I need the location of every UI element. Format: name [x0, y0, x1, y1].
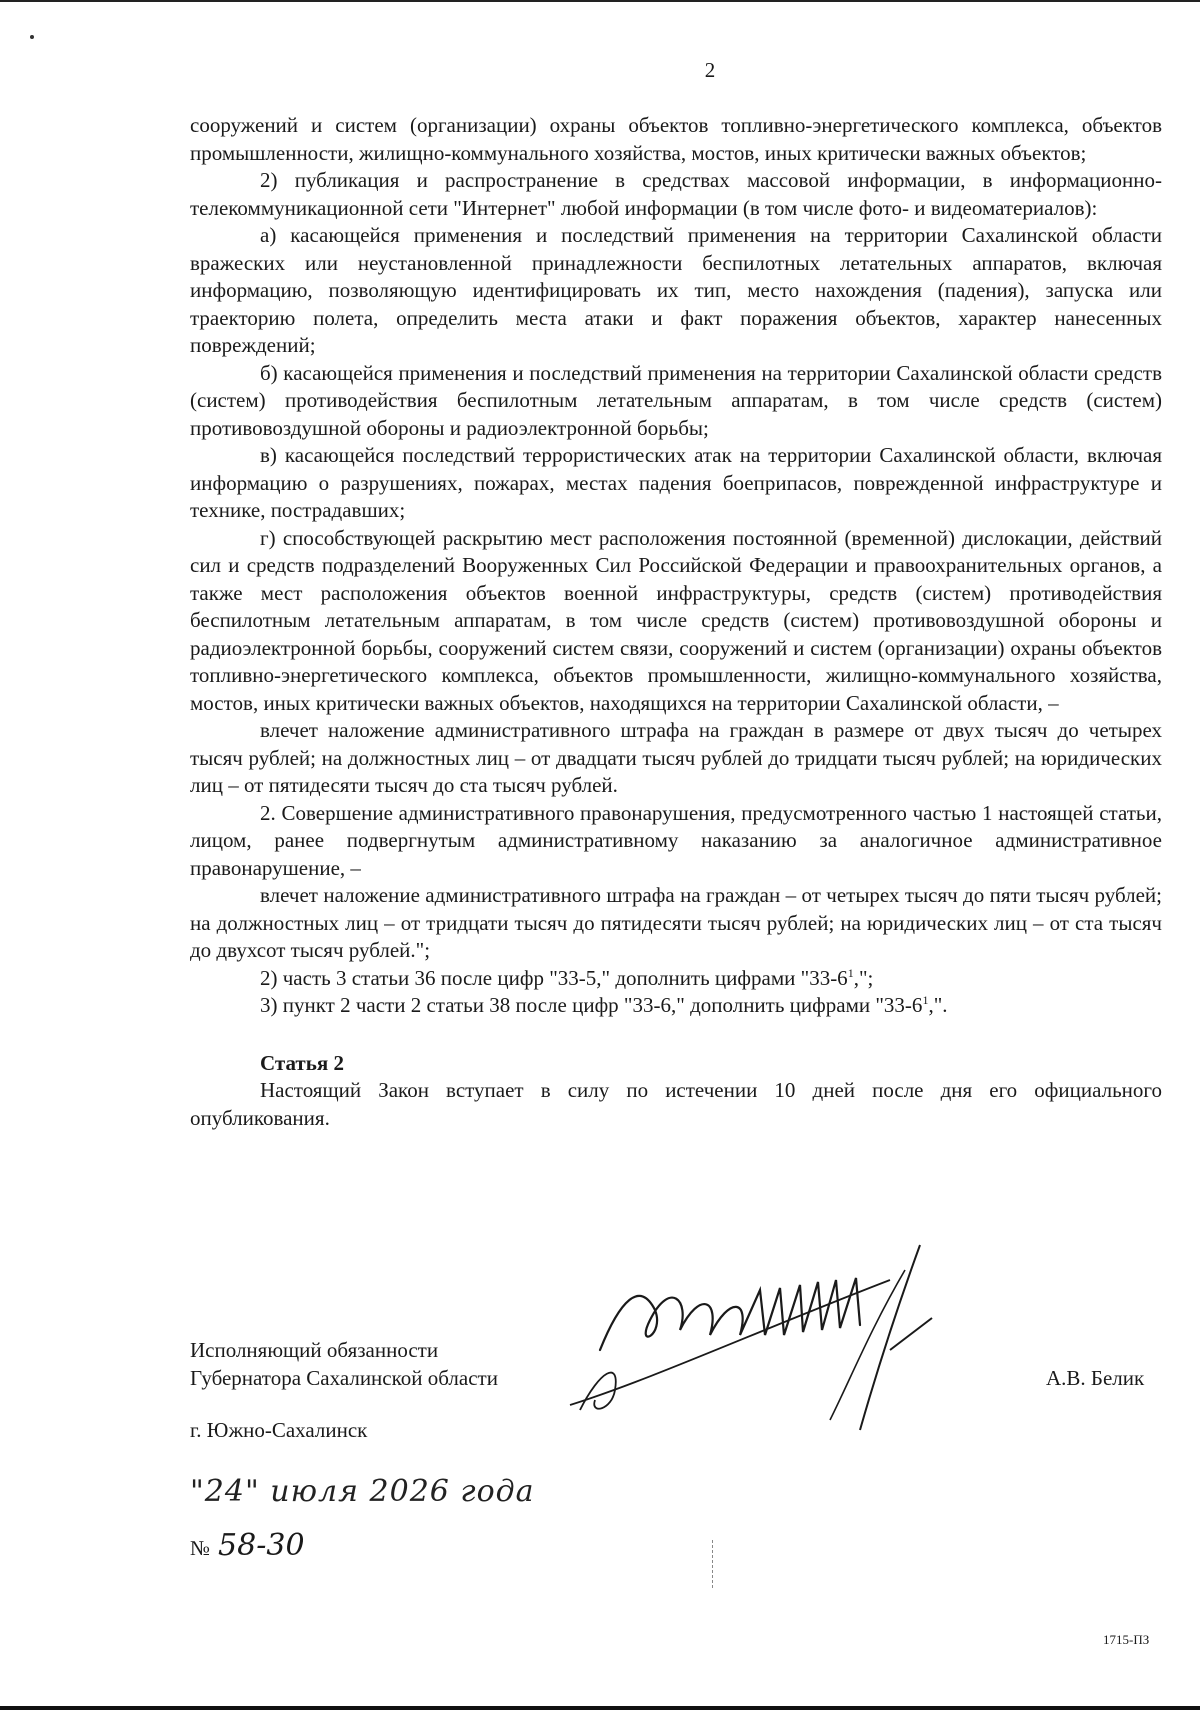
body-paragraph: 2. Совершение административного правонарушения, предусмотренного частью 1 настоящей статьи, лицом, ранее подвергнутым административному наказанию за аналогичное административное правонарушение, –	[190, 800, 1162, 880]
amendment-text-end: ,".	[928, 993, 948, 1017]
page-number: 2	[704, 58, 716, 82]
body-paragraph: в) касающейся последствий террористических атак на территории Сахалинской области, включая информацию о разрушениях, пожарах, местах падения боеприпасов, поврежденной инфраструктуре и технике, пострадавших;	[190, 443, 1162, 522]
body-paragraph: г) способствующей раскрытию мест расположения постоянной (временной) дислокации, действий сил и средств подразделений Вооруженных Сил Российской Федерации и правоохранительных органов, а также мест расположения объектов военной инфраструктуры, средств (систем) противодействия беспилотным летательным аппаратам, в том числе средств (систем) противовоздушной обороны и радиоэлектронной борьбы, сооружений систем связи, сооружений и систем (организации) охраны объектов топливно-энергетического комплекса, объектов промышленности, жилищно-коммунального хозяйства, мостов, иных критически важных объектов, находящихся на территории Сахалинской области, –	[190, 525, 1162, 715]
paragraph-list	[190, 112, 1162, 965]
number-sign: №	[190, 1536, 211, 1560]
amendment-text-end: ,";	[853, 965, 874, 990]
handwritten-number: 58-30	[218, 1528, 305, 1563]
scan-top-edge	[0, 0, 1200, 2]
superscript: 1	[922, 993, 929, 1007]
scan-speck	[30, 35, 34, 39]
body-paragraph: влечет наложение административного штрафа на граждан в размере от двух тысяч до четырех тысяч рублей; на должностных лиц – от двадцати тысяч рублей до тридцати тысяч рублей; на юридических лиц – от пятидесяти тысяч до ста тысяч рублей.	[190, 718, 1162, 797]
city-line: г. Южно-Сахалинск	[190, 1418, 368, 1442]
article-2-heading: Статья 2	[260, 1050, 344, 1075]
signer-title	[190, 1336, 498, 1392]
amendment-text: 2) часть 3 статьи 36 после цифр "33-5," дополнить цифрами "33-6	[260, 965, 848, 990]
body-paragraph: б) касающейся применения и последствий применения на территории Сахалинской области средств (систем) противодействия беспилотным летательным аппаратам, в том числе средств (систем) противовоздушной обороны и радиоэлектронной борьбы;	[190, 360, 1162, 440]
handwritten-signature	[560, 1240, 1020, 1440]
law-body	[190, 112, 1162, 1132]
scan-bottom-edge	[0, 1706, 1200, 1710]
document-code: 1715-ПЗ	[1103, 1632, 1150, 1647]
superscript: 1	[847, 965, 854, 980]
article-2-text: Настоящий Закон вступает в силу по истечении 10 дней после дня его официального опубликования.	[190, 1078, 1162, 1130]
signer-title-line-1: Исполняющий обязанности	[190, 1338, 439, 1362]
handwritten-date: "24" июля 2026 года	[190, 1474, 535, 1509]
signer-title-line-2: Губернатора Сахалинской области	[190, 1366, 498, 1390]
document-number	[190, 1528, 305, 1563]
signer-name: А.В. Белик	[1046, 1366, 1145, 1390]
amendment-item-2-article-38	[190, 992, 1162, 1020]
amendment-text: 3) пункт 2 части 2 статьи 38 после цифр "33-6," дополнить цифрами "33-6	[260, 993, 923, 1017]
body-paragraph: 2) публикация и распространение в средствах массовой информации, в информационно-телекоммуникационной сети "Интернет" любой информации (в том числе фото- и видеоматериалов):	[190, 168, 1162, 220]
body-paragraph: а) касающейся применения и последствий применения на территории Сахалинской области вражеских или неустановленной принадлежности беспилотных летательных аппаратов, включая информацию, позволяющую идентифицировать их тип, место нахождения (падения), запуска или траекторию полета, определить места атаки и факт поражения объектов, характер нанесенных повреждений;	[190, 223, 1162, 357]
body-paragraph: влечет наложение административного штрафа на граждан – от четырех тысяч до пяти тысяч рублей; на должностных лиц – от тридцати тысяч до пятидесяти тысяч рублей; на юридических лиц – от ста тысяч до двухсот тысяч рублей.";	[190, 883, 1162, 962]
body-paragraph: сооружений и систем (организации) охраны объектов топливно-энергетического комплекса, объектов промышленности, жилищно-коммунального хозяйства, мостов, иных критически важных объектов;	[190, 113, 1162, 165]
amendment-part-3-article-36	[190, 965, 1162, 993]
scan-center-mark	[712, 1540, 714, 1588]
